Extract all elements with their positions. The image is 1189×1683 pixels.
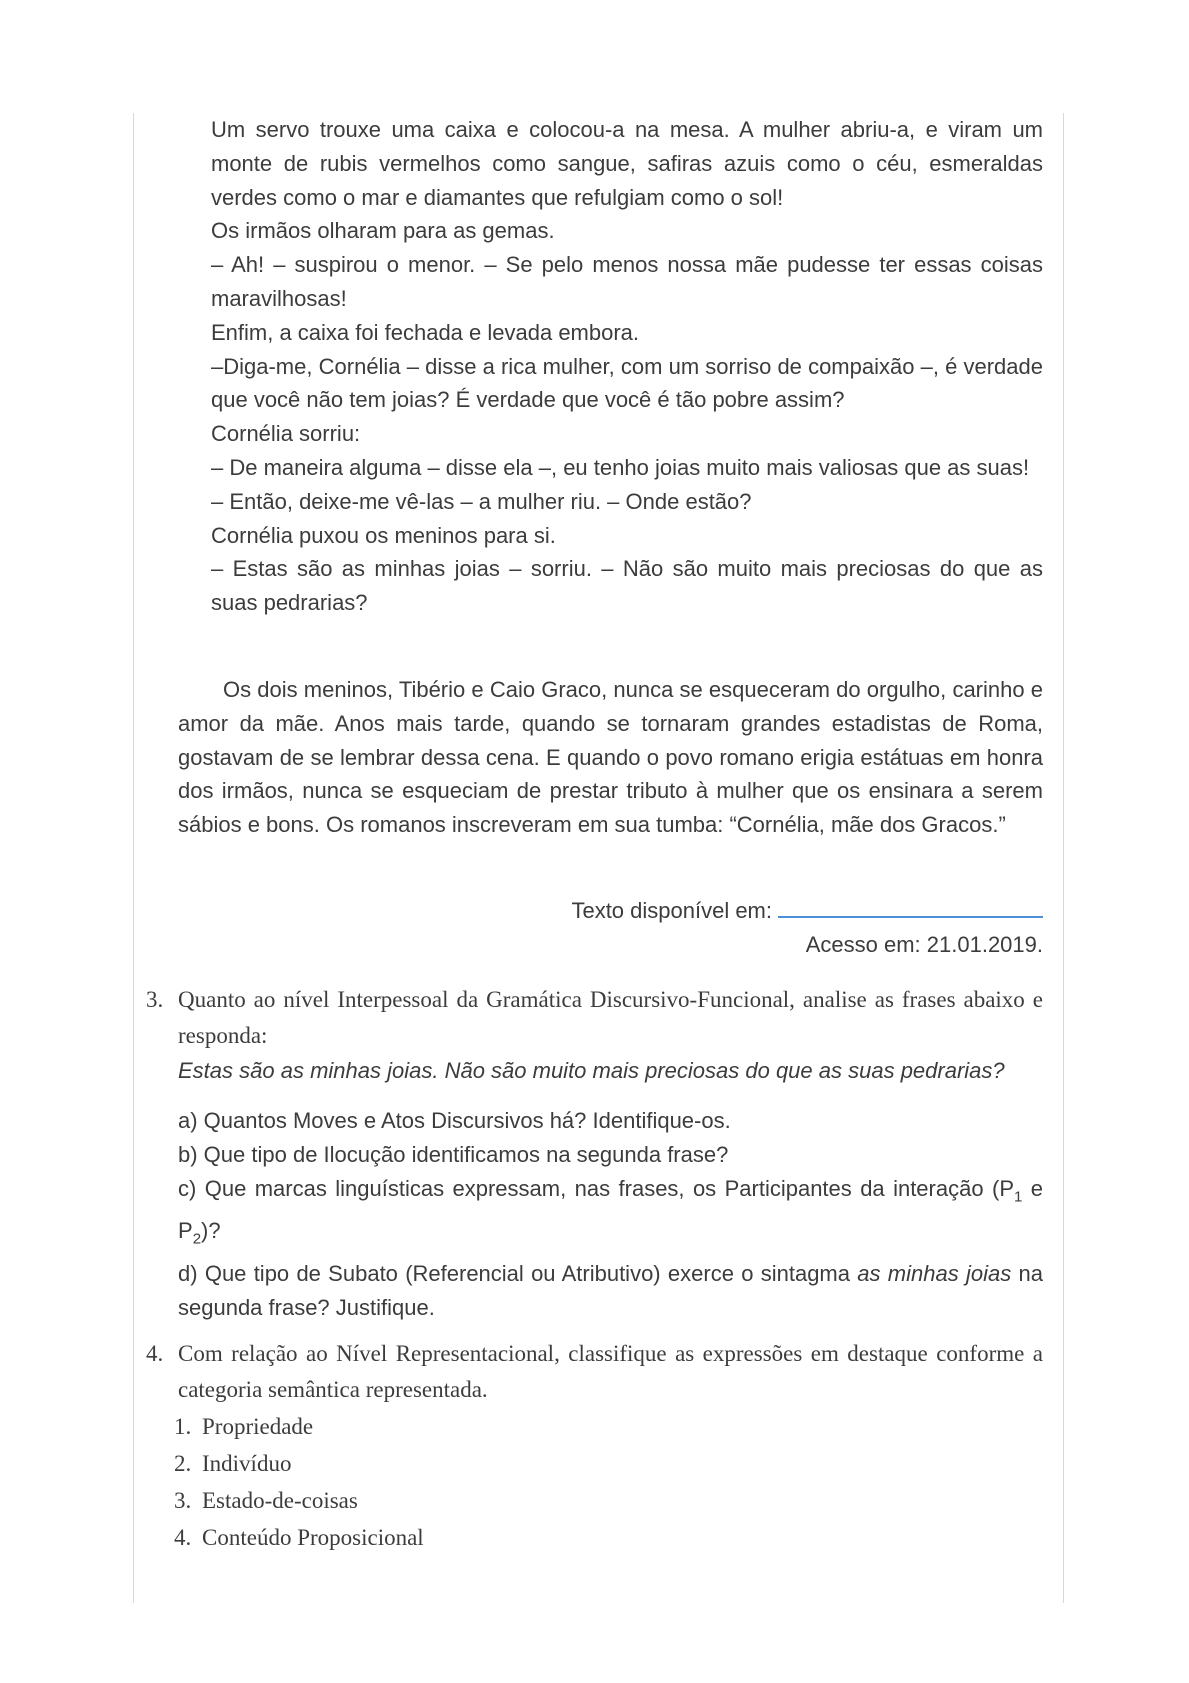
right-margin-rule (1063, 113, 1064, 1603)
list-item (174, 1408, 1043, 1445)
source-line (571, 894, 1043, 928)
list-number: 4. (174, 1525, 192, 1550)
source-citation (571, 894, 1043, 962)
item-c-text-end: )? (201, 1218, 221, 1244)
item-d-italic: as minhas joias (857, 1260, 1012, 1286)
list-number: 3. (174, 1488, 192, 1513)
question-text: Com relação ao Nível Representacional, classifique as expressões em destaque conforme a categoria semântica representada. (178, 1341, 1043, 1402)
question-number: 4. (146, 1341, 164, 1366)
question-3-quote: Estas são as minhas joias. Não são muito mais preciosas do que as suas pedrarias? (178, 1058, 1005, 1083)
story-paragraph: – Então, deixe-me vê-las – a mulher riu. – Onde estão? (211, 488, 752, 514)
item-a: a) Quantos Moves e Atos Discursivos há? Identifique-os. (178, 1108, 731, 1133)
list-label: Estado-de-coisas (202, 1488, 358, 1513)
question-3-items (178, 1104, 1043, 1325)
source-url-link[interactable] (778, 894, 1043, 918)
list-number: 1. (174, 1414, 192, 1439)
list-item (174, 1445, 1043, 1482)
question-4 (146, 1336, 1043, 1556)
subscript-2: 2 (192, 1230, 202, 1248)
item-c-text-mid: e P (178, 1176, 1043, 1244)
story-paragraph: Enfim, a caixa foi fechada e levada embora. (211, 319, 640, 345)
closing-paragraph: Os dois meninos, Tibério e Caio Graco, nunca se esqueceram do orgulho, carinho e amor da mãe. Anos mais tarde, quando se tornaram grandes estadistas de Roma, gostavam de se lembrar dessa cena. E quando o povo romano erigia estátuas em honra dos irmãos, nunca se esqueciam de prestar tributo à mulher que os ensinara a serem sábios e bons. Os romanos inscreveram em sua tumba: “Cornélia, mãe dos Gracos.” (178, 677, 1043, 838)
left-margin-rule (133, 113, 134, 1603)
question-3 (146, 982, 1043, 1325)
story-paragraph: – De maneira alguma – disse ela –, eu tenho joias muito mais valiosas que as suas! (211, 454, 1030, 480)
question-number: 3. (146, 987, 164, 1012)
question-3-header (146, 982, 1043, 1054)
story-paragraph: –Diga-me, Cornélia – disse a rica mulher, com um sorriso de compaixão –, é verdade que você não tem joias? É verdade que você é tão pobre assim? (211, 353, 1043, 413)
story-closing (178, 673, 1043, 842)
item-d-text: d) Que tipo de Subato (Referencial ou Atributivo) exerce o sintagma (178, 1260, 858, 1286)
subscript-1: 1 (1014, 1188, 1023, 1206)
list-label: Propriedade (202, 1414, 314, 1439)
item-d-text-end: na segunda frase? Justifique. (178, 1260, 1043, 1320)
item-d (178, 1257, 1043, 1325)
item-c (178, 1172, 1043, 1257)
story-paragraph: Cornélia puxou os meninos para si. (211, 522, 556, 548)
category-list (174, 1408, 1043, 1556)
question-text: Quanto ao nível Interpessoal da Gramática Discursivo-Funcional, analise as frases abaixo e responda: (178, 987, 1043, 1048)
list-item (174, 1519, 1043, 1556)
story-paragraph: Cornélia sorriu: (211, 421, 361, 447)
list-label: Indivíduo (202, 1451, 292, 1476)
story-paragraph: Um servo trouxe uma caixa e colocou-a na mesa. A mulher abriu-a, e viram um monte de rubis vermelhos como sangue, safiras azuis como o céu, esmeraldas verdes como o mar e diamantes que refulgiam como o sol! (211, 117, 1043, 210)
access-date: Acesso em: 21.01.2019. (805, 932, 1043, 957)
item-c-text: c) Que marcas linguísticas expressam, nas frases, os Participantes da interação (P (178, 1176, 1014, 1201)
list-number: 2. (174, 1451, 192, 1476)
story-paragraph: – Estas são as minhas joias – sorriu. – Não são muito mais preciosas do que as suas pedrarias? (211, 556, 1043, 616)
story-excerpt (211, 113, 1043, 620)
story-paragraph: – Ah! – suspirou o menor. – Se pelo menos nossa mãe pudesse ter essas coisas maravilhosas! (211, 252, 1043, 311)
source-label: Texto disponível em: (571, 898, 772, 923)
question-4-header (146, 1336, 1043, 1408)
list-label: Conteúdo Proposicional (202, 1525, 424, 1550)
story-paragraph: Os irmãos olharam para as gemas. (211, 218, 555, 244)
item-b: b) Que tipo de Ilocução identificamos na segunda frase? (178, 1142, 729, 1167)
list-item (174, 1482, 1043, 1519)
